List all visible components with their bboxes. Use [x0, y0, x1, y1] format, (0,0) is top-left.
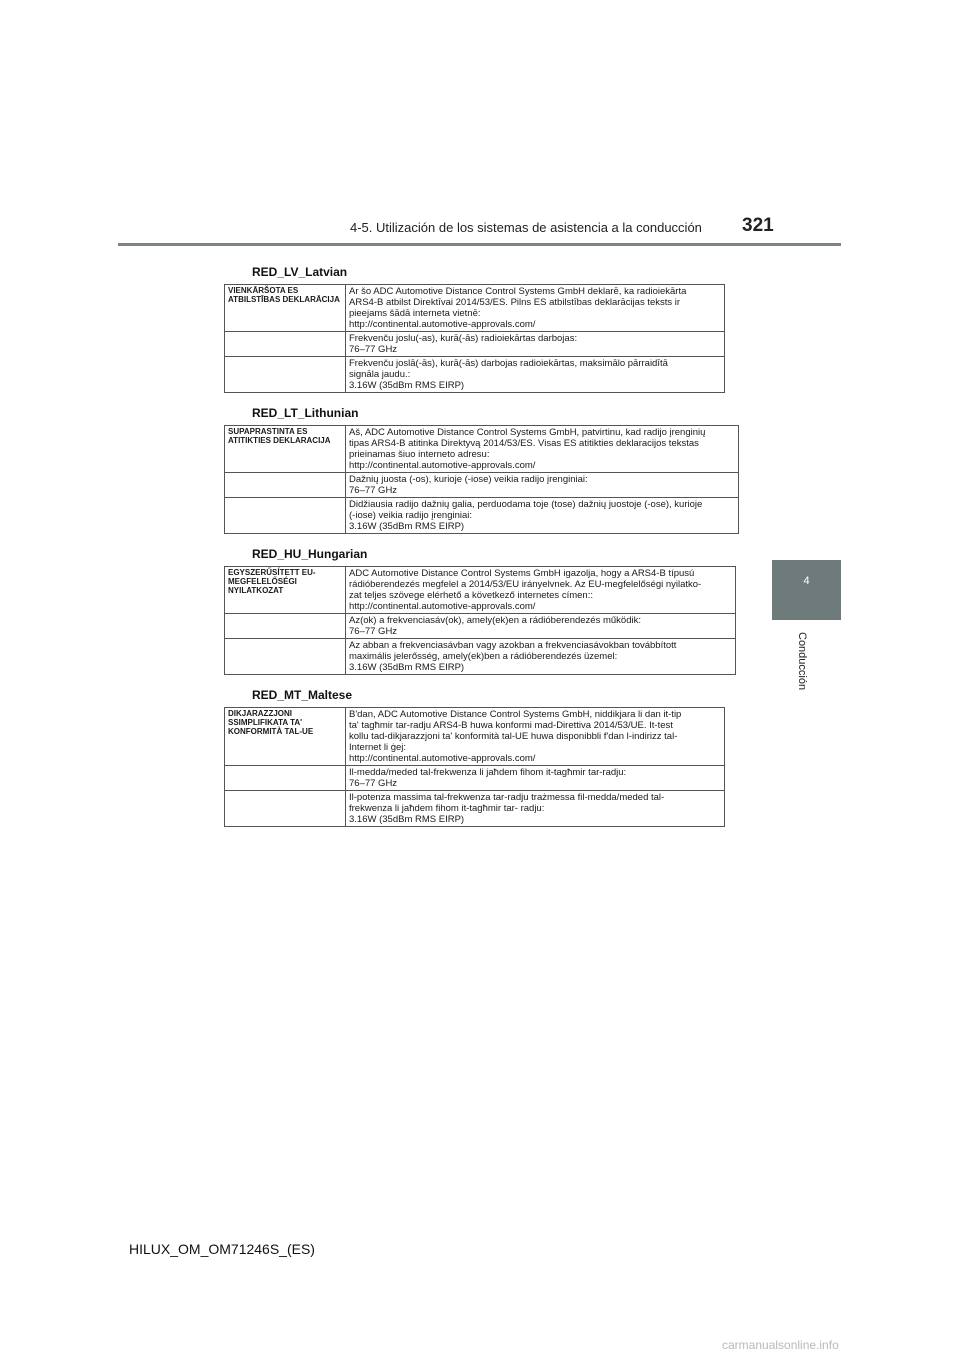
table-row [225, 357, 725, 393]
declaration-table [224, 566, 736, 675]
section-title: RED_MT_Maltese [252, 688, 353, 702]
row-label: SUPAPRASTINTA ES ATITIKTIES DEKLARACIJA [225, 426, 346, 473]
section-title: RED_LV_Latvian [252, 265, 348, 279]
declaration-table [224, 425, 739, 534]
row-label [225, 639, 346, 675]
section-title: RED_LT_Lithunian [252, 406, 359, 420]
row-value: Az(ok) a frekvenciasáv(ok), amely(ek)en a rádióberendezés működik: 76–77 GHz [346, 614, 736, 639]
row-value: Frekvenču joslu(-as), kurā(-ās) radioiekārtas darbojas: 76–77 GHz [346, 332, 725, 357]
table-row [225, 567, 736, 614]
table-row [225, 473, 739, 498]
chapter-section-title: 4-5. Utilización de los sistemas de asistencia a la conducción [350, 220, 702, 235]
manual-code: HILUX_OM_OM71246S_(ES) [129, 1241, 315, 1257]
table-row [225, 426, 739, 473]
chapter-tab: 4 [772, 560, 841, 620]
row-value: Didžiausia radijo dažnių galia, perduodama toje (tose) dažnių juostoje (-ose), kurioje (-iose) veikia radijo įrenginiai: 3.16W (35dBm RMS EIRP) [346, 498, 739, 534]
table-row [225, 285, 725, 332]
row-label [225, 473, 346, 498]
row-label [225, 498, 346, 534]
row-value: Az abban a frekvenciasávban vagy azokban a frekvenciasávokban továbbított maximális jelerősség, amely(ek)ben a rádióberendezés üzemel: 3.16W (35dBm RMS EIRP) [346, 639, 736, 675]
row-label [225, 332, 346, 357]
section-title: RED_HU_Hungarian [252, 547, 368, 561]
header-divider [118, 243, 841, 246]
table-row [225, 332, 725, 357]
row-label [225, 614, 346, 639]
row-label [225, 791, 346, 827]
declaration-table [224, 284, 725, 393]
row-value: Il-medda/meded tal-frekwenza li jaħdem fihom it-tagħmir tar-radju: 76–77 GHz [346, 766, 725, 791]
row-value: Il-potenza massima tal-frekwenza tar-radju trażmessa fil-medda/meded tal- frekwenza li jaħdem fihom it-tagħmir tar- radju: 3.16W (35dBm RMS EIRP) [346, 791, 725, 827]
row-label [225, 357, 346, 393]
table-row [225, 498, 739, 534]
watermark: carmanualsonline.info [722, 1338, 839, 1352]
declaration-section-maltese [224, 688, 725, 827]
page-number: 321 [742, 215, 774, 236]
table-row [225, 708, 725, 766]
table-row [225, 614, 736, 639]
table-row [225, 791, 725, 827]
declaration-table [224, 707, 725, 827]
row-label: VIENKĀRŠOTA ES ATBILSTĪBAS DEKLARĀCIJA [225, 285, 346, 332]
table-row [225, 766, 725, 791]
row-value: Aš, ADC Automotive Distance Control Systems GmbH, patvirtinu, kad radijo įrenginių tipas ARS4-B atitinka Direktyvą 2014/53/ES. Visas ES atitikties deklaracijos tekstas prieinamas šiuo interneto adresu: http://continental.automotive-approvals.com/ [346, 426, 739, 473]
row-label: DIKJARAZZJONI SSIMPLIFIKATA TA' KONFORMITÀ TAL-UE [225, 708, 346, 766]
row-value: ADC Automotive Distance Control Systems GmbH igazolja, hogy a ARS4-B típusú rádióberendezés megfelel a 2014/53/EU irányelvnek. Az EU-megfelelőségi nyilatko- zat teljes szövege elérhető a következő internetes címen:: http://continental.automotive-approvals.com/ [346, 567, 736, 614]
declaration-section-hungarian [224, 547, 736, 675]
declaration-section-lithuanian [224, 406, 739, 534]
row-label [225, 766, 346, 791]
table-row [225, 639, 736, 675]
declaration-section-latvian [224, 265, 725, 393]
chapter-side-label: Conducción [796, 632, 808, 691]
row-label: EGYSZERŰSÍTETT EU-MEGFELELŐSÉGI NYILATKOZAT [225, 567, 346, 614]
row-value: Frekvenču joslā(-ās), kurā(-ās) darbojas radioiekārtas, maksimālo pārraidītā signāla jaudu.: 3.16W (35dBm RMS EIRP) [346, 357, 725, 393]
row-value: Dažnių juosta (-os), kurioje (-iose) veikia radijo įrenginiai: 76–77 GHz [346, 473, 739, 498]
row-value: Ar šo ADC Automotive Distance Control Systems GmbH deklarē, ka radioiekārta ARS4-B atbilst Direktīvai 2014/53/ES. Pilns ES atbilstības deklarācijas teksts ir pieejams šādā interneta vietnē: http://continental.automotive-approvals.com/ [346, 285, 725, 332]
row-value: B'dan, ADC Automotive Distance Control Systems GmbH, niddikjara li dan it-tip ta' tagħmir tar-radju ARS4-B huwa konformi mad-Direttiva 2014/53/UE. It-test kollu tad-dikjarazzjoni ta' konformità tal-UE huwa disponibbli f'dan l-indirizz tal- Internet li ġej: http://continental.automotive-approvals.com/ [346, 708, 725, 766]
